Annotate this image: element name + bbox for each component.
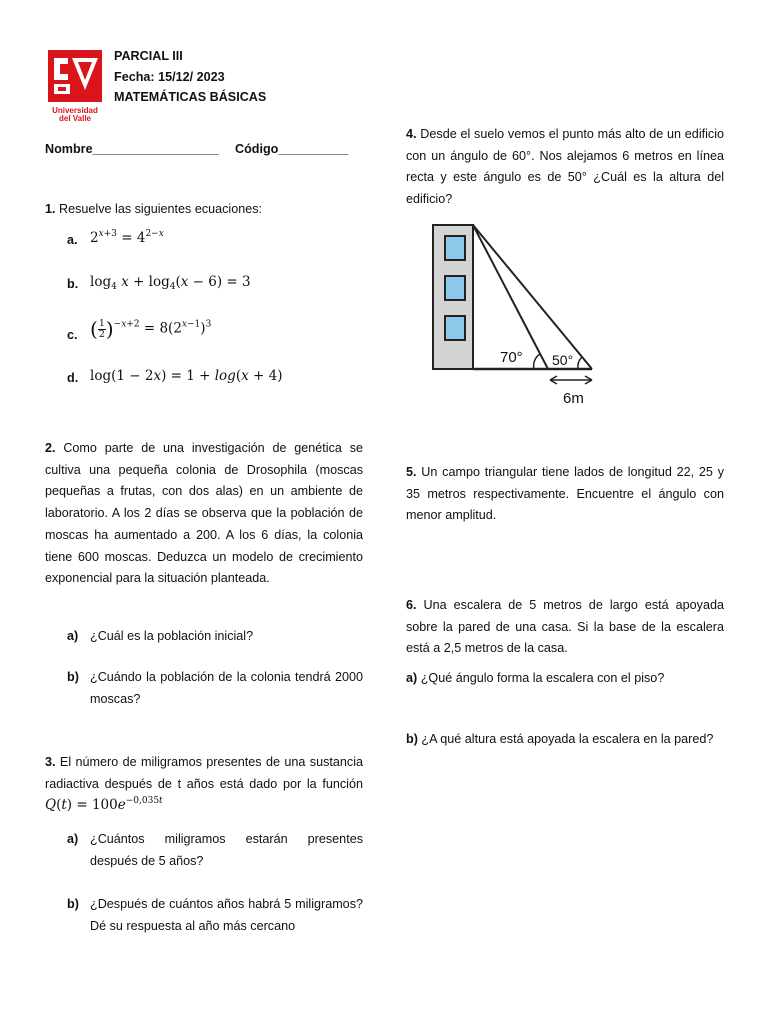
q2-b-label: b) bbox=[67, 670, 79, 684]
question-1-number: 1. bbox=[45, 202, 56, 216]
question-2-number: 2. bbox=[45, 441, 56, 455]
question-2-text: Como parte de una investigación de genética se cultiva una pequeña colonia de Drosophila (moscas pequeñas a frutas, con dos alas) en un ambiente de laboratorio. A los 2 días se observa que la población de moscas ha aumentado a 200. A los 6 días, la colonia tiene 600 moscas. Deduzca un modelo de crecimiento exponencial para la situación planteada. bbox=[45, 441, 364, 586]
window-2 bbox=[445, 276, 465, 300]
question-3-number: 3. bbox=[45, 755, 56, 769]
sightline-far bbox=[473, 225, 592, 369]
q6-a-text: ¿Qué ángulo forma la escalera con el piso? bbox=[420, 671, 665, 685]
question-3-text: El número de miligramos presentes de una sustancia radiactiva después de t años está dado por la función bbox=[45, 755, 364, 791]
q3-b-label: b) bbox=[67, 897, 79, 911]
window-1 bbox=[445, 236, 465, 260]
q1-item-c-label: c. bbox=[67, 328, 78, 342]
q1-item-b-label: b. bbox=[67, 277, 79, 291]
angle-arc-near bbox=[534, 354, 540, 369]
building-figure bbox=[430, 222, 610, 412]
q3-function: $Q(t) = 100e^{-0,035t}$ bbox=[45, 796, 163, 814]
university-logo bbox=[48, 50, 102, 122]
name-field: Nombre__________________ bbox=[45, 142, 219, 156]
q1-equation-b: $\log_4 x + \log_4(x - 6) = 3$ bbox=[90, 274, 251, 292]
course-name: MATEMÁTICAS BÁSICAS bbox=[114, 90, 267, 104]
angle-arc-far bbox=[578, 357, 582, 369]
q6-b-text: ¿A qué altura está apoyada la escalera en la pared? bbox=[421, 732, 714, 746]
q3-b-text: ¿Después de cuántos años habrá 5 miligramos? Dé su respuesta al año más cercano bbox=[90, 897, 363, 933]
q6-b-label: b) bbox=[406, 732, 418, 746]
question-1-text: Resuelve las siguientes ecuaciones: bbox=[59, 202, 263, 216]
distance-label: 6m bbox=[563, 390, 584, 407]
question-2 bbox=[45, 438, 363, 590]
q6-a-label: a) bbox=[406, 671, 418, 685]
question-1 bbox=[45, 199, 365, 221]
question-3 bbox=[45, 752, 363, 817]
question-4 bbox=[406, 124, 724, 211]
q2-b-text: ¿Cuándo la población de la colonia tendrá 2000 moscas? bbox=[90, 670, 363, 706]
question-6-text: Una escalera de 5 metros de largo está apoyada sobre la pared de una casa. Si la base de la escalera está a 2,5 metros de la casa. bbox=[406, 598, 724, 656]
exam-date: Fecha: 15/12/ 2023 bbox=[114, 70, 225, 84]
q1-item-a-label: a. bbox=[67, 233, 78, 247]
q2-a-text: ¿Cuál es la población inicial? bbox=[90, 629, 254, 643]
q3-a-text: ¿Cuántos miligramos estarán presentes después de 5 años? bbox=[90, 832, 363, 868]
window-3 bbox=[445, 316, 465, 340]
question-5-number: 5. bbox=[406, 465, 417, 479]
logo-text-2: del Valle bbox=[58, 114, 92, 123]
question-6-number: 6. bbox=[406, 598, 417, 612]
exam-title: PARCIAL III bbox=[114, 49, 183, 63]
q1-equation-a: $2^{x+3} = 4^{2-x}$ bbox=[90, 229, 164, 246]
code-field: Código__________ bbox=[235, 142, 349, 156]
q1-equation-c: ( $\frac{1}{2}$ )$^{-x+2} = 8(2^{x-1})^3$ bbox=[90, 317, 212, 341]
question-5 bbox=[406, 462, 724, 527]
sightline-near bbox=[473, 225, 548, 369]
q6-b bbox=[406, 729, 724, 751]
q6-a bbox=[406, 668, 724, 690]
angle-label-near: 70° bbox=[500, 349, 523, 366]
q1-item-d-label: d. bbox=[67, 371, 79, 385]
univalle-logo-icon bbox=[48, 50, 102, 102]
q3-a-label: a) bbox=[67, 832, 79, 846]
angle-label-far: 50° bbox=[552, 352, 574, 368]
q1-equation-d: log(1 − 2x) = 1 + log(x + 4) bbox=[90, 368, 283, 384]
building-diagram bbox=[430, 222, 610, 412]
question-6 bbox=[406, 595, 724, 660]
question-5-text: Un campo triangular tiene lados de longitud 22, 25 y 35 metros respectivamente. Encuentre el ángulo con menor amplitud. bbox=[406, 465, 725, 523]
question-4-text: Desde el suelo vemos el punto más alto de un edificio con un ángulo de 60°. Nos alejamos 6 metros en línea recta y este ángulo es de 50° ¿Cuál es la altura del edificio? bbox=[406, 127, 725, 207]
q2-a-label: a) bbox=[67, 629, 79, 643]
logo-text-1: Universidad bbox=[52, 106, 98, 115]
question-4-number: 4. bbox=[406, 127, 417, 141]
